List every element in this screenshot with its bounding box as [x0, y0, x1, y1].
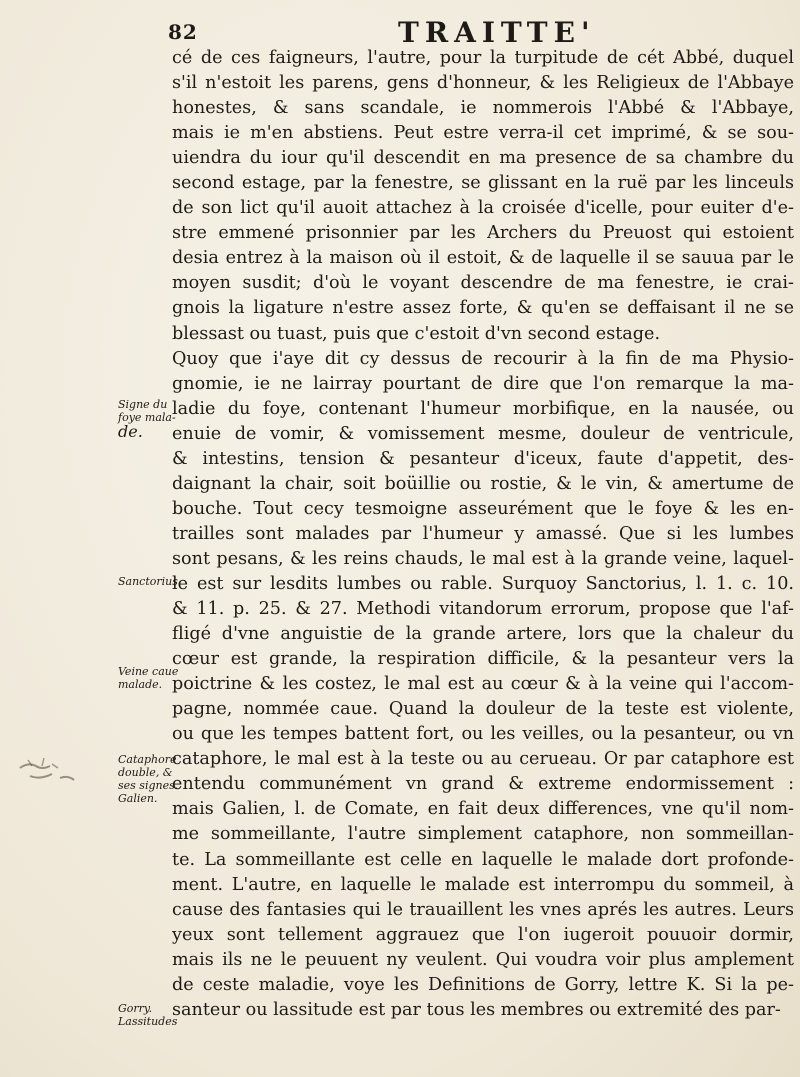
text-line: ment. L'autre, en laquelle le malade est interrompu du sommeil, à — [172, 874, 794, 895]
margin-note-line: Sanctorius. — [118, 575, 182, 588]
text-line: me sommeillante, l'autre simplement cataphore, non sommeillan- — [172, 824, 794, 845]
text-line: entendu communément vn grand & extreme endormissement : — [172, 774, 794, 795]
text-line: daignant la chair, soit boüillie ou rostie, & le vin, & amertume de — [172, 473, 794, 494]
text-line: mais ils ne le peuuent ny veulent. Qui voudra voir plus amplement — [172, 949, 794, 970]
text-line: stre emmené prisonnier par les Archers du Preuost qui estoient — [172, 223, 794, 244]
text-line: de son lict qu'il auoit attachez à la croisée d'icelle, pour euiter d'e- — [172, 198, 794, 219]
ink-bleed-mark — [0, 748, 125, 794]
text-line: fligé d'vne anguistie de la grande artere, lors que la chaleur du — [172, 624, 794, 645]
text-line: le est sur lesdits lumbes ou rable. Surquoy Sanctorius, l. 1. c. 10. — [172, 573, 794, 594]
margin-note-line: foye mala- — [118, 411, 176, 424]
text-line: Quoy que i'aye dit cy dessus de recourir à la fin de ma Physio- — [172, 348, 794, 369]
margin-note-line: double, & — [118, 766, 173, 779]
margin-note-signe-du-foye — [118, 398, 174, 440]
text-line: & 11. p. 25. & 27. Methodi vitandorum errorum, propose que l'af- — [172, 599, 794, 620]
margin-note-sanctorius — [118, 575, 182, 588]
page-header — [168, 14, 788, 48]
text-line: desia entrez à la maison où il estoit, & de laquelle il se sauua par le — [172, 248, 794, 269]
margin-note-line: de. — [118, 422, 143, 441]
text-line: ou que les tempes battent fort, ou les veilles, ou la pesanteur, ou vn — [172, 724, 794, 745]
margin-notes — [0, 0, 182, 1077]
text-line: yeux sont tellement aggrauez que l'on iugeroit pouuoir dormir, — [172, 924, 794, 945]
text-line: blessast ou tuast, puis que c'estoit d'vn second estage. — [172, 323, 661, 344]
text-line: enuie de vomir, & vomissement mesme, douleur de ventricule, — [172, 423, 794, 444]
text-line: & intestins, tension & pesanteur d'iceux, faute d'appetit, des- — [172, 448, 794, 469]
margin-note-line: Cataphore — [118, 753, 177, 766]
text-line: gnois la ligature n'estre assez forte, & qu'en se deffaisant il ne se — [172, 298, 794, 319]
text-line: honestes, & sans scandale, ie nommerois l'Abbé & l'Abbaye, — [172, 98, 794, 119]
text-line: de ceste maladie, voye les Definitions de Gorry, lettre K. Si la pe- — [172, 974, 794, 995]
text-line: santeur ou lassitude est par tous les membres ou extremité des par- — [172, 999, 781, 1020]
text-line: cé de ces faigneurs, l'autre, pour la turpitude de cét Abbé, duquel — [172, 48, 794, 68]
text-line: cœur est grande, la respiration difficile, & la pesanteur vers la — [172, 649, 794, 670]
text-line: s'il n'estoit les parens, gens d'honneur, & les Religieux de l'Abbaye — [172, 73, 794, 94]
text-line: cataphore, le mal est à la teste ou au cerueau. Or par cataphore est — [172, 749, 794, 770]
margin-note-gorry — [118, 1002, 178, 1028]
text-line: mais ie m'en abstiens. Peut estre verra-il cet imprimé, & se sou- — [172, 123, 794, 144]
text-line: ladie du foye, contenant l'humeur morbifique, en la nausée, ou — [172, 398, 794, 419]
text-line: uiendra du iour qu'il descendit en ma presence de sa chambre du — [172, 148, 794, 169]
text-line: mais Galien, l. de Comate, en fait deux differences, vne qu'il nom- — [172, 799, 794, 820]
margin-note-cataphore — [118, 753, 179, 805]
margin-note-line: Signe du — [118, 398, 168, 411]
margin-note-line: Lassitudes — [118, 1015, 178, 1028]
text-line: moyen susdit; d'où le voyant descendre de ma fenestre, ie crai- — [172, 273, 794, 294]
text-line: bouche. Tout cecy tesmoigne asseurément que le foye & les en- — [172, 498, 794, 519]
margin-note-line: ses signes. — [118, 779, 179, 792]
margin-note-line: Gorry. — [118, 1002, 153, 1015]
text-line: te. La sommeillante est celle en laquelle le malade dort profonde- — [172, 849, 794, 870]
margin-note-line: malade. — [118, 678, 163, 691]
margin-note-line: Veine caue — [118, 665, 179, 678]
text-line: cause des fantasies qui le trauaillent les vnes aprés les autres. Leurs — [172, 899, 794, 920]
running-head: TRAITTE' — [398, 16, 596, 49]
text-line: gnomie, ie ne lairray pourtant de dire que l'on remarque la ma- — [172, 373, 794, 394]
margin-note-line: Galien. — [118, 792, 158, 805]
body-text — [172, 46, 794, 1023]
text-line: sont pesans, & les reins chauds, le mal est à la grande veine, laquel- — [172, 548, 794, 569]
text-line: pagne, nommée caue. Quand la douleur de la teste est violente, — [172, 699, 794, 720]
margin-note-veine-caue — [118, 665, 179, 691]
text-line: poictrine & les costez, le mal est au cœur & à la veine qui l'accom- — [172, 674, 794, 695]
text-line: second estage, par la fenestre, se glissant en la ruë par les linceuls — [172, 173, 794, 194]
text-line: trailles sont malades par l'humeur y amassé. Que si les lumbes — [172, 523, 794, 544]
page-number: 82 — [168, 20, 198, 44]
